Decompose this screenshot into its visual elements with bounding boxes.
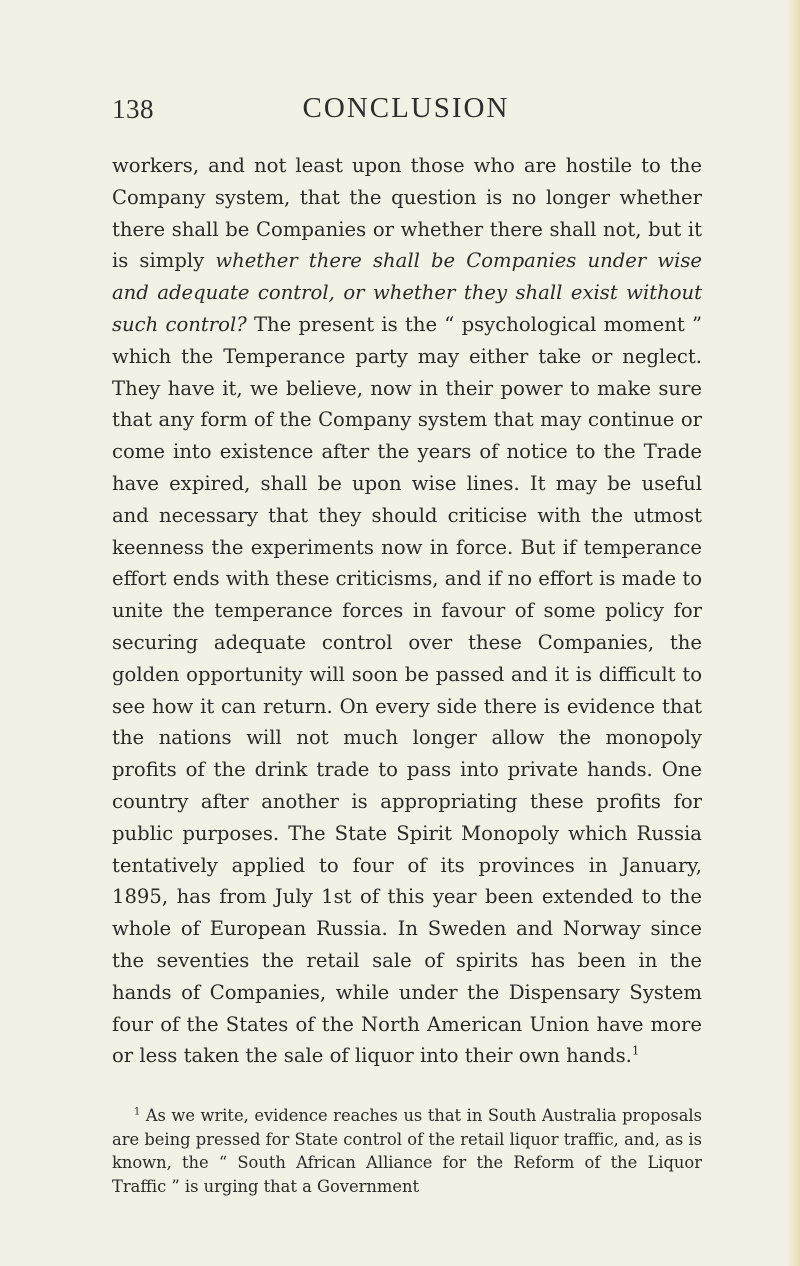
footnote-marker: 1 [134, 1106, 141, 1118]
page-number: 138 [112, 94, 154, 124]
body-text-segment: The present is the “ psychological moment ” which the Temperance party may either take or neglect. They have it, we believe, now in their power to make sure that any form of the Company system that may continue or come into existence after the years of notice to the Trade have expired, shall be upon wise lines. It may be useful and necessary that they should criticise with the utmost keenness the experiments now in force. But if temperance effort ends with these criticisms, and if no effort is made to unite the temperance forces in favour of some policy for securing adequate control over these Companies, the golden opportunity will soon be passed and it is difficult to see how it can return. On every side there is evidence that the nations will not much longer allow the monopoly profits of the drink trade to pass into private hands. One country after another is appropriating these profits for public purposes. The State Spirit Monopoly which Russia tentatively applied to four of its provinces in January, 1895, has from July 1st of this year been extended to the whole of European Russia. In Sweden and Norway since the seventies the retail sale of spirits has been in the hands of Companies, while under the Dispensary System four of the States of the North American Union have more or less taken the sale of liquor into their own hands. [112, 312, 702, 1068]
body-text-italic: whether there shall be Companies under wise and adequate control, or whether they shall exist without such control? [112, 249, 702, 336]
page-header [112, 92, 700, 128]
footnote-reference: 1 [631, 1043, 640, 1058]
footnote [112, 1104, 702, 1198]
page-edge-shadow [786, 0, 800, 1266]
running-head: CONCLUSION [302, 92, 510, 124]
body-paragraph [112, 150, 702, 1072]
footnote-text: As we write, evidence reaches us that in South Australia proposals are being pressed for State control of the retail liquor traffic, and, as is known, the “ South African Alliance for the Reform of the Liquor Traffic ” is urging that a Government [112, 1106, 702, 1196]
body-text-segment: workers, and not least upon those who are hostile to the Company system, that the question is no longer whether there shall be Companies or whether there shall not, but it is simply [112, 154, 702, 273]
